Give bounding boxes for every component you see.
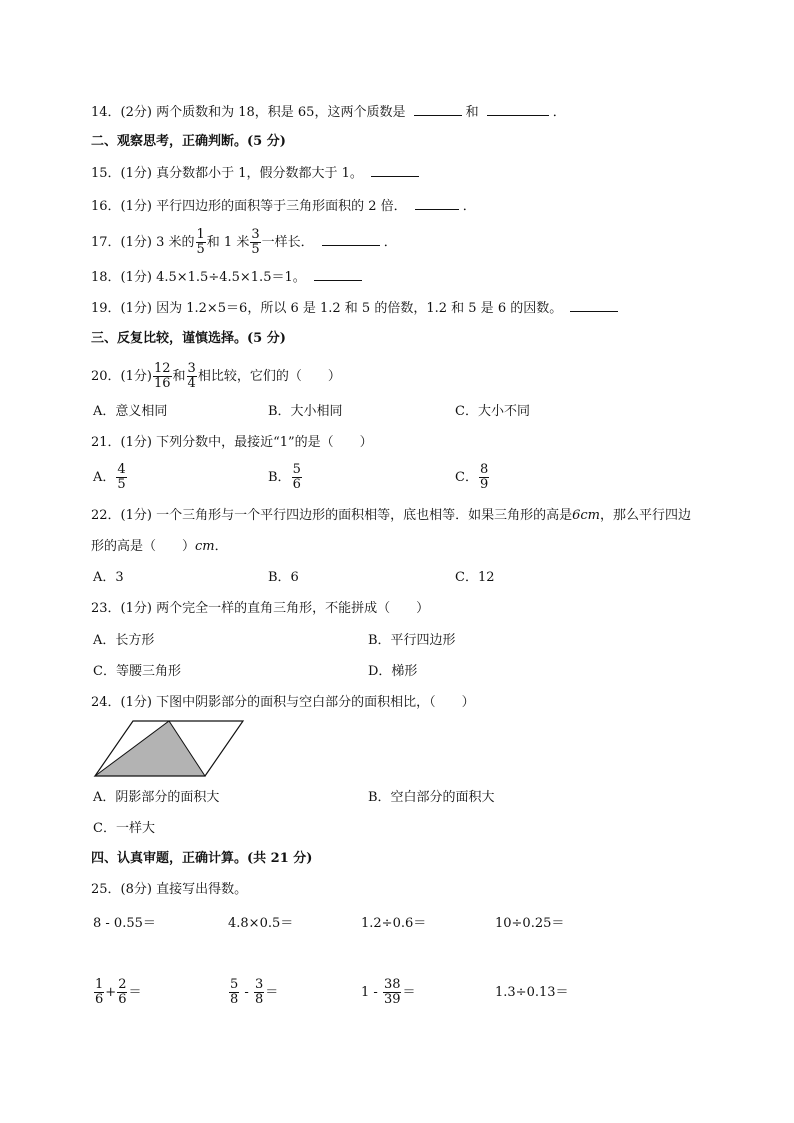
question-17: 17．(1分) 3 米的 $\frac{1}{5}$ 和 1 米 $\frac{3}{5}$ 一样长． ． bbox=[91, 227, 397, 257]
fraction: $\frac{2}{6}$ bbox=[118, 977, 127, 1007]
question-20: 20．(1分) $\frac{12}{16}$ 和 $\frac{3}{4}$ 相比较，它们的（ ） bbox=[91, 361, 341, 391]
question-22-line-1: 22．(1分) 一个三角形与一个平行四边形的面积相等，底也相等．如果三角形的高是6cm，那么平行四边 bbox=[91, 508, 691, 523]
calc-item: 4.8×0.5＝ bbox=[228, 916, 294, 931]
answer-blank[interactable] bbox=[371, 164, 419, 177]
question-23: 23．(1分) 两个完全一样的直角三角形，不能拼成（ ） bbox=[91, 601, 430, 616]
option-c[interactable]: C．等腰三角形 bbox=[93, 664, 181, 679]
section-4-heading: 四、认真审题，正确计算。(共 21 分) bbox=[91, 851, 313, 866]
option-b[interactable]: B．大小相同 bbox=[268, 404, 343, 419]
option-a[interactable]: A．意义相同 bbox=[93, 404, 168, 419]
question-24: 24．(1分) 下图中阴影部分的面积与空白部分的面积相比，（ ） bbox=[91, 695, 475, 710]
section-3-heading: 三、反复比较，谨慎选择。(5 分) bbox=[91, 331, 286, 346]
option-a[interactable]: A． $\frac{4}{5}$ bbox=[93, 462, 126, 492]
answer-blank[interactable] bbox=[415, 197, 459, 210]
fraction: $\frac{1}{6}$ bbox=[95, 977, 104, 1007]
fraction: $\frac{4}{5}$ bbox=[117, 462, 126, 492]
option-b[interactable]: B．空白部分的面积大 bbox=[368, 790, 495, 805]
answer-blank[interactable] bbox=[322, 233, 380, 246]
option-c[interactable]: C． $\frac{8}{9}$ bbox=[455, 462, 489, 492]
parallelogram-figure bbox=[93, 719, 245, 779]
option-a[interactable]: A．长方形 bbox=[93, 633, 155, 648]
option-c[interactable]: C．大小不同 bbox=[455, 404, 530, 419]
shaded-triangle bbox=[95, 721, 205, 776]
calc-item: $\frac{1}{6}$ + $\frac{2}{6}$ ＝ bbox=[95, 977, 142, 1007]
calc-item: 8 - 0.55＝ bbox=[93, 916, 156, 931]
question-15: 15．(1分) 真分数都小于 1，假分数都大于 1。 bbox=[91, 164, 423, 183]
question-22-line-2: 形的高是（ ）cm． bbox=[91, 539, 228, 554]
fraction: $\frac{3}{8}$ bbox=[254, 977, 264, 1007]
fraction: $\frac{5}{8}$ bbox=[230, 977, 239, 1007]
fraction: $\frac{38}{39}$ bbox=[383, 977, 401, 1007]
calc-item: 10÷0.25＝ bbox=[495, 916, 565, 931]
calc-item: 1.2÷0.6＝ bbox=[361, 916, 427, 931]
question-14: 14．(2分) 两个质数和为 18，积是 65，这两个质数是 和 ． bbox=[91, 105, 566, 120]
fraction: $\frac{3}{4}$ bbox=[187, 361, 196, 391]
question-16: 16．(1分) 平行四边形的面积等于三角形面积的 2 倍． ． bbox=[91, 199, 476, 214]
option-d[interactable]: D．梯形 bbox=[368, 664, 418, 679]
calc-item: 1 - $\frac{38}{39}$ ＝ bbox=[361, 977, 416, 1007]
question-21: 21．(1分) 下列分数中，最接近“1”的是（ ） bbox=[91, 435, 373, 450]
question-25: 25．(8分) 直接写出得数。 bbox=[91, 882, 248, 897]
option-c[interactable]: C．12 bbox=[455, 570, 495, 585]
question-19: 19．(1分) 因为 1.2×5＝6，所以 6 是 1.2 和 5 的倍数，1.2 和 5 是 6 的因数。 bbox=[91, 299, 622, 318]
answer-blank[interactable] bbox=[570, 299, 618, 312]
option-b[interactable]: B． $\frac{5}{6}$ bbox=[268, 462, 301, 492]
calc-item: $\frac{5}{8}$ - $\frac{3}{8}$ ＝ bbox=[230, 977, 279, 1007]
answer-blank[interactable] bbox=[314, 268, 362, 281]
option-b[interactable]: B．6 bbox=[268, 570, 299, 585]
option-b[interactable]: B．平行四边形 bbox=[368, 633, 456, 648]
option-a[interactable]: A．阴影部分的面积大 bbox=[93, 790, 220, 805]
answer-blank[interactable] bbox=[487, 103, 549, 116]
fraction: $\frac{8}{9}$ bbox=[479, 462, 489, 492]
calc-item: 1.3÷0.13＝ bbox=[495, 985, 569, 1000]
fraction: $\frac{5}{6}$ bbox=[292, 462, 301, 492]
question-18: 18．(1分) 4.5×1.5÷4.5×1.5＝1。 bbox=[91, 268, 366, 287]
option-a[interactable]: A．3 bbox=[93, 570, 124, 585]
section-2-heading: 二、观察思考，正确判断。(5 分) bbox=[91, 134, 286, 149]
fraction: $\frac{3}{5}$ bbox=[251, 227, 260, 257]
option-c[interactable]: C．一样大 bbox=[93, 821, 155, 836]
answer-blank[interactable] bbox=[414, 103, 462, 116]
fraction: $\frac{1}{5}$ bbox=[196, 227, 205, 257]
fraction: $\frac{12}{16}$ bbox=[153, 361, 171, 391]
